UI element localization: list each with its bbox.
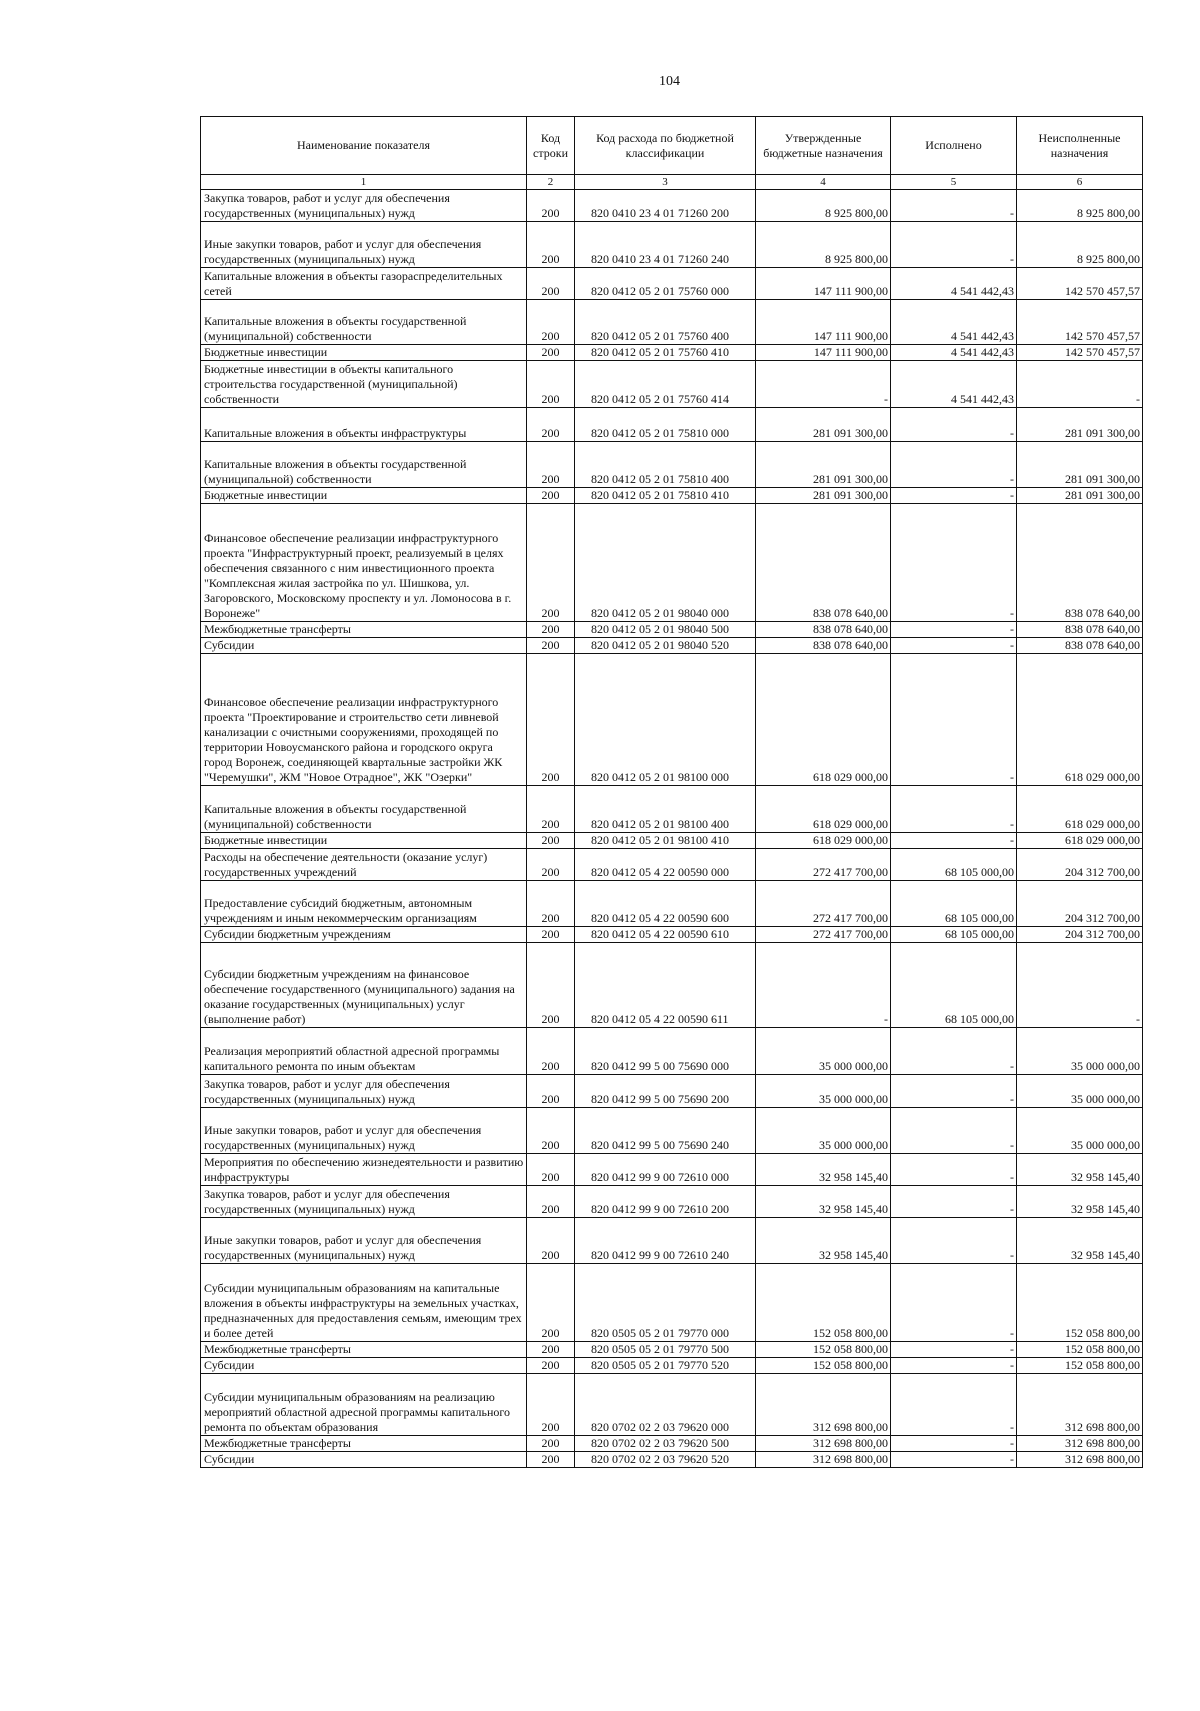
indicator-name-cell: Бюджетные инвестиции xyxy=(201,345,527,361)
table-row xyxy=(201,1342,1143,1358)
column-number: 1 xyxy=(201,175,527,190)
indicator-name-cell: Капитальные вложения в объекты государственной (муниципальной) собственности xyxy=(201,786,527,833)
unexecuted-amount-cell: 618 029 000,00 xyxy=(1017,833,1143,849)
table-row xyxy=(201,638,1143,654)
table-row xyxy=(201,943,1143,1028)
approved-amount-cell: - xyxy=(756,943,891,1028)
budget-code-cell: 820 0412 05 2 01 75760 410 xyxy=(575,345,756,361)
executed-amount-cell: - xyxy=(891,1358,1017,1374)
indicator-name-cell: Субсидии бюджетным учреждениям на финансовое обеспечение государственного (муниципального) задания на оказание государственных (муниципальных) услуг (выполнение работ) xyxy=(201,943,527,1028)
table-row xyxy=(201,1452,1143,1468)
table-row xyxy=(201,1028,1143,1075)
line-code-cell: 200 xyxy=(527,408,575,442)
approved-amount-cell: 35 000 000,00 xyxy=(756,1108,891,1154)
unexecuted-amount-cell: 35 000 000,00 xyxy=(1017,1108,1143,1154)
table-row xyxy=(201,504,1143,622)
header-line-code: Код строки xyxy=(527,117,575,175)
executed-amount-cell: - xyxy=(891,504,1017,622)
table-row xyxy=(201,442,1143,488)
line-code-cell: 200 xyxy=(527,833,575,849)
line-code-cell: 200 xyxy=(527,1342,575,1358)
approved-amount-cell: 618 029 000,00 xyxy=(756,833,891,849)
budget-code-cell: 820 0410 23 4 01 71260 240 xyxy=(575,222,756,268)
executed-amount-cell: - xyxy=(891,1264,1017,1342)
table-row xyxy=(201,1218,1143,1264)
line-code-cell: 200 xyxy=(527,268,575,300)
budget-code-cell: 820 0702 02 2 03 79620 000 xyxy=(575,1374,756,1436)
line-code-cell: 200 xyxy=(527,849,575,881)
table-row xyxy=(201,1358,1143,1374)
table-row xyxy=(201,408,1143,442)
line-code-cell: 200 xyxy=(527,1028,575,1075)
line-code-cell: 200 xyxy=(527,1374,575,1436)
table-row xyxy=(201,361,1143,408)
budget-code-cell: 820 0412 05 2 01 75760 000 xyxy=(575,268,756,300)
budget-code-cell: 820 0505 05 2 01 79770 500 xyxy=(575,1342,756,1358)
approved-amount-cell: 152 058 800,00 xyxy=(756,1342,891,1358)
line-code-cell: 200 xyxy=(527,638,575,654)
budget-code-cell: 820 0412 05 2 01 75810 000 xyxy=(575,408,756,442)
approved-amount-cell: 838 078 640,00 xyxy=(756,504,891,622)
unexecuted-amount-cell: 204 312 700,00 xyxy=(1017,927,1143,943)
executed-amount-cell: 4 541 442,43 xyxy=(891,268,1017,300)
header-approved: Утвержденные бюджетные назначения xyxy=(756,117,891,175)
column-number: 3 xyxy=(575,175,756,190)
executed-amount-cell: 68 105 000,00 xyxy=(891,881,1017,927)
line-code-cell: 200 xyxy=(527,1218,575,1264)
unexecuted-amount-cell: 838 078 640,00 xyxy=(1017,638,1143,654)
table-row xyxy=(201,786,1143,833)
table-row xyxy=(201,1186,1143,1218)
line-code-cell: 200 xyxy=(527,190,575,222)
header-unexecuted: Неисполненные назначения xyxy=(1017,117,1143,175)
approved-amount-cell: 8 925 800,00 xyxy=(756,190,891,222)
executed-amount-cell: - xyxy=(891,654,1017,786)
line-code-cell: 200 xyxy=(527,1108,575,1154)
table-row xyxy=(201,488,1143,504)
budget-code-cell: 820 0412 99 9 00 72610 200 xyxy=(575,1186,756,1218)
executed-amount-cell: - xyxy=(891,1186,1017,1218)
executed-amount-cell: - xyxy=(891,222,1017,268)
executed-amount-cell: - xyxy=(891,833,1017,849)
budget-code-cell: 820 0412 05 2 01 75810 410 xyxy=(575,488,756,504)
approved-amount-cell: 281 091 300,00 xyxy=(756,442,891,488)
table-row xyxy=(201,622,1143,638)
executed-amount-cell: - xyxy=(891,1075,1017,1108)
unexecuted-amount-cell: 838 078 640,00 xyxy=(1017,504,1143,622)
approved-amount-cell: 618 029 000,00 xyxy=(756,786,891,833)
budget-code-cell: 820 0412 05 2 01 98040 520 xyxy=(575,638,756,654)
table-row xyxy=(201,268,1143,300)
header-executed: Исполнено xyxy=(891,117,1017,175)
indicator-name-cell: Иные закупки товаров, работ и услуг для обеспечения государственных (муниципальных) нужд xyxy=(201,222,527,268)
budget-code-cell: 820 0702 02 2 03 79620 500 xyxy=(575,1436,756,1452)
table-row xyxy=(201,222,1143,268)
unexecuted-amount-cell: 32 958 145,40 xyxy=(1017,1154,1143,1186)
table-row xyxy=(201,849,1143,881)
table-row xyxy=(201,1108,1143,1154)
line-code-cell: 200 xyxy=(527,622,575,638)
budget-code-cell: 820 0412 05 4 22 00590 611 xyxy=(575,943,756,1028)
executed-amount-cell: - xyxy=(891,442,1017,488)
table-row xyxy=(201,190,1143,222)
executed-amount-cell: - xyxy=(891,1218,1017,1264)
column-number-row xyxy=(201,175,1143,190)
approved-amount-cell: 618 029 000,00 xyxy=(756,654,891,786)
executed-amount-cell: - xyxy=(891,622,1017,638)
executed-amount-cell: 68 105 000,00 xyxy=(891,927,1017,943)
budget-code-cell: 820 0412 99 9 00 72610 000 xyxy=(575,1154,756,1186)
indicator-name-cell: Финансовое обеспечение реализации инфраструктурного проекта "Инфраструктурный проект, реализуемый в целях обеспечения связанного с ним инвестиционного проекта "Комплексная жилая застройка по ул. Шишкова, ул. Загоровского, Московскому проспекту и ул. Ломоносова в г. Воронеже" xyxy=(201,504,527,622)
approved-amount-cell: 272 417 700,00 xyxy=(756,849,891,881)
budget-code-cell: 820 0412 05 2 01 98100 410 xyxy=(575,833,756,849)
table-row xyxy=(201,654,1143,786)
column-number: 5 xyxy=(891,175,1017,190)
budget-code-cell: 820 0412 99 5 00 75690 240 xyxy=(575,1108,756,1154)
indicator-name-cell: Бюджетные инвестиции xyxy=(201,833,527,849)
approved-amount-cell: 312 698 800,00 xyxy=(756,1374,891,1436)
budget-code-cell: 820 0412 05 2 01 98100 000 xyxy=(575,654,756,786)
approved-amount-cell: 147 111 900,00 xyxy=(756,300,891,345)
line-code-cell: 200 xyxy=(527,1075,575,1108)
budget-code-cell: 820 0505 05 2 01 79770 000 xyxy=(575,1264,756,1342)
approved-amount-cell: 32 958 145,40 xyxy=(756,1186,891,1218)
unexecuted-amount-cell: 312 698 800,00 xyxy=(1017,1436,1143,1452)
budget-code-cell: 820 0412 05 2 01 75760 414 xyxy=(575,361,756,408)
line-code-cell: 200 xyxy=(527,1264,575,1342)
unexecuted-amount-cell: 142 570 457,57 xyxy=(1017,345,1143,361)
executed-amount-cell: - xyxy=(891,1108,1017,1154)
budget-code-cell: 820 0410 23 4 01 71260 200 xyxy=(575,190,756,222)
header-budget-code: Код расхода по бюджетной классификации xyxy=(575,117,756,175)
unexecuted-amount-cell: 312 698 800,00 xyxy=(1017,1452,1143,1468)
indicator-name-cell: Иные закупки товаров, работ и услуг для обеспечения государственных (муниципальных) нужд xyxy=(201,1108,527,1154)
budget-code-cell: 820 0412 05 4 22 00590 610 xyxy=(575,927,756,943)
line-code-cell: 200 xyxy=(527,786,575,833)
table-row xyxy=(201,1374,1143,1436)
table-row xyxy=(201,300,1143,345)
approved-amount-cell: 35 000 000,00 xyxy=(756,1075,891,1108)
executed-amount-cell: 68 105 000,00 xyxy=(891,849,1017,881)
unexecuted-amount-cell: 838 078 640,00 xyxy=(1017,622,1143,638)
executed-amount-cell: - xyxy=(891,190,1017,222)
approved-amount-cell: 312 698 800,00 xyxy=(756,1452,891,1468)
unexecuted-amount-cell: 152 058 800,00 xyxy=(1017,1264,1143,1342)
unexecuted-amount-cell: 142 570 457,57 xyxy=(1017,268,1143,300)
page-number: 104 xyxy=(659,74,680,89)
unexecuted-amount-cell: 8 925 800,00 xyxy=(1017,222,1143,268)
executed-amount-cell: 68 105 000,00 xyxy=(891,943,1017,1028)
approved-amount-cell: 152 058 800,00 xyxy=(756,1358,891,1374)
indicator-name-cell: Закупка товаров, работ и услуг для обеспечения государственных (муниципальных) нужд xyxy=(201,190,527,222)
budget-code-cell: 820 0412 05 2 01 98040 500 xyxy=(575,622,756,638)
budget-code-cell: 820 0412 99 5 00 75690 200 xyxy=(575,1075,756,1108)
executed-amount-cell: - xyxy=(891,1342,1017,1358)
indicator-name-cell: Иные закупки товаров, работ и услуг для обеспечения государственных (муниципальных) нужд xyxy=(201,1218,527,1264)
table-row xyxy=(201,1075,1143,1108)
indicator-name-cell: Межбюджетные трансферты xyxy=(201,622,527,638)
approved-amount-cell: 838 078 640,00 xyxy=(756,638,891,654)
indicator-name-cell: Финансовое обеспечение реализации инфраструктурного проекта "Проектирование и строительство сети ливневой канализации с очистными сооружениями, проходящей по территории Новоусманского района и городского округа город Воронеж, соединяющей квартальные застройки ЖК "Черемушки", ЖМ "Новое Отрадное", ЖК "Озерки" xyxy=(201,654,527,786)
unexecuted-amount-cell: 618 029 000,00 xyxy=(1017,786,1143,833)
executed-amount-cell: - xyxy=(891,1452,1017,1468)
indicator-name-cell: Мероприятия по обеспечению жизнедеятельности и развитию инфраструктуры xyxy=(201,1154,527,1186)
line-code-cell: 200 xyxy=(527,361,575,408)
unexecuted-amount-cell: 35 000 000,00 xyxy=(1017,1075,1143,1108)
budget-execution-table xyxy=(200,116,1143,1468)
approved-amount-cell: 312 698 800,00 xyxy=(756,1436,891,1452)
unexecuted-amount-cell: 204 312 700,00 xyxy=(1017,849,1143,881)
table-row xyxy=(201,345,1143,361)
unexecuted-amount-cell: 281 091 300,00 xyxy=(1017,442,1143,488)
line-code-cell: 200 xyxy=(527,300,575,345)
unexecuted-amount-cell: 204 312 700,00 xyxy=(1017,881,1143,927)
approved-amount-cell: 281 091 300,00 xyxy=(756,408,891,442)
approved-amount-cell: 8 925 800,00 xyxy=(756,222,891,268)
budget-code-cell: 820 0412 05 2 01 98100 400 xyxy=(575,786,756,833)
line-code-cell: 200 xyxy=(527,943,575,1028)
approved-amount-cell: 35 000 000,00 xyxy=(756,1028,891,1075)
line-code-cell: 200 xyxy=(527,1186,575,1218)
line-code-cell: 200 xyxy=(527,881,575,927)
indicator-name-cell: Реализация мероприятий областной адресной программы капитального ремонта по иным объектам xyxy=(201,1028,527,1075)
indicator-name-cell: Предоставление субсидий бюджетным, автономным учреждениям и иным некоммерческим организациям xyxy=(201,881,527,927)
line-code-cell: 200 xyxy=(527,927,575,943)
unexecuted-amount-cell: 312 698 800,00 xyxy=(1017,1374,1143,1436)
indicator-name-cell: Межбюджетные трансферты xyxy=(201,1342,527,1358)
approved-amount-cell: 32 958 145,40 xyxy=(756,1154,891,1186)
approved-amount-cell: 838 078 640,00 xyxy=(756,622,891,638)
budget-code-cell: 820 0412 05 2 01 98040 000 xyxy=(575,504,756,622)
indicator-name-cell: Закупка товаров, работ и услуг для обеспечения государственных (муниципальных) нужд xyxy=(201,1186,527,1218)
header-name: Наименование показателя xyxy=(201,117,527,175)
budget-code-cell: 820 0412 05 4 22 00590 000 xyxy=(575,849,756,881)
line-code-cell: 200 xyxy=(527,1452,575,1468)
indicator-name-cell: Закупка товаров, работ и услуг для обеспечения государственных (муниципальных) нужд xyxy=(201,1075,527,1108)
unexecuted-amount-cell: 152 058 800,00 xyxy=(1017,1358,1143,1374)
unexecuted-amount-cell: - xyxy=(1017,943,1143,1028)
table-row xyxy=(201,1154,1143,1186)
column-number: 4 xyxy=(756,175,891,190)
executed-amount-cell: - xyxy=(891,1154,1017,1186)
executed-amount-cell: - xyxy=(891,1436,1017,1452)
unexecuted-amount-cell: 35 000 000,00 xyxy=(1017,1028,1143,1075)
approved-amount-cell: 272 417 700,00 xyxy=(756,927,891,943)
budget-code-cell: 820 0412 05 2 01 75760 400 xyxy=(575,300,756,345)
line-code-cell: 200 xyxy=(527,504,575,622)
executed-amount-cell: - xyxy=(891,786,1017,833)
budget-code-cell: 820 0412 05 4 22 00590 600 xyxy=(575,881,756,927)
executed-amount-cell: 4 541 442,43 xyxy=(891,345,1017,361)
table-row xyxy=(201,881,1143,927)
executed-amount-cell: - xyxy=(891,1374,1017,1436)
approved-amount-cell: - xyxy=(756,361,891,408)
indicator-name-cell: Межбюджетные трансферты xyxy=(201,1436,527,1452)
unexecuted-amount-cell: 8 925 800,00 xyxy=(1017,190,1143,222)
indicator-name-cell: Субсидии xyxy=(201,638,527,654)
unexecuted-amount-cell: 281 091 300,00 xyxy=(1017,408,1143,442)
approved-amount-cell: 152 058 800,00 xyxy=(756,1264,891,1342)
approved-amount-cell: 147 111 900,00 xyxy=(756,345,891,361)
approved-amount-cell: 281 091 300,00 xyxy=(756,488,891,504)
indicator-name-cell: Бюджетные инвестиции в объекты капитального строительства государственной (муниципальной) собственности xyxy=(201,361,527,408)
indicator-name-cell: Субсидии муниципальным образованиям на реализацию мероприятий областной адресной программы капитального ремонта по объектам образования xyxy=(201,1374,527,1436)
unexecuted-amount-cell: 152 058 800,00 xyxy=(1017,1342,1143,1358)
unexecuted-amount-cell: 32 958 145,40 xyxy=(1017,1186,1143,1218)
budget-code-cell: 820 0412 99 9 00 72610 240 xyxy=(575,1218,756,1264)
indicator-name-cell: Субсидии xyxy=(201,1358,527,1374)
approved-amount-cell: 147 111 900,00 xyxy=(756,268,891,300)
unexecuted-amount-cell: - xyxy=(1017,361,1143,408)
line-code-cell: 200 xyxy=(527,442,575,488)
unexecuted-amount-cell: 281 091 300,00 xyxy=(1017,488,1143,504)
budget-code-cell: 820 0412 05 2 01 75810 400 xyxy=(575,442,756,488)
budget-code-cell: 820 0412 99 5 00 75690 000 xyxy=(575,1028,756,1075)
column-number: 6 xyxy=(1017,175,1143,190)
executed-amount-cell: 4 541 442,43 xyxy=(891,300,1017,345)
unexecuted-amount-cell: 142 570 457,57 xyxy=(1017,300,1143,345)
table-row xyxy=(201,1436,1143,1452)
line-code-cell: 200 xyxy=(527,654,575,786)
table-row xyxy=(201,833,1143,849)
executed-amount-cell: - xyxy=(891,1028,1017,1075)
line-code-cell: 200 xyxy=(527,488,575,504)
indicator-name-cell: Капитальные вложения в объекты государственной (муниципальной) собственности xyxy=(201,442,527,488)
indicator-name-cell: Капитальные вложения в объекты газораспределительных сетей xyxy=(201,268,527,300)
approved-amount-cell: 32 958 145,40 xyxy=(756,1218,891,1264)
indicator-name-cell: Субсидии муниципальным образованиям на капитальные вложения в объекты инфраструктуры на земельных участках, предназначенных для предоставления семьям, имеющим трех и более детей xyxy=(201,1264,527,1342)
indicator-name-cell: Капитальные вложения в объекты инфраструктуры xyxy=(201,408,527,442)
column-number: 2 xyxy=(527,175,575,190)
line-code-cell: 200 xyxy=(527,1436,575,1452)
table-row xyxy=(201,927,1143,943)
executed-amount-cell: - xyxy=(891,638,1017,654)
table-header-row xyxy=(201,117,1143,175)
approved-amount-cell: 272 417 700,00 xyxy=(756,881,891,927)
line-code-cell: 200 xyxy=(527,1154,575,1186)
budget-code-cell: 820 0702 02 2 03 79620 520 xyxy=(575,1452,756,1468)
executed-amount-cell: - xyxy=(891,408,1017,442)
budget-code-cell: 820 0505 05 2 01 79770 520 xyxy=(575,1358,756,1374)
indicator-name-cell: Капитальные вложения в объекты государственной (муниципальной) собственности xyxy=(201,300,527,345)
indicator-name-cell: Бюджетные инвестиции xyxy=(201,488,527,504)
executed-amount-cell: - xyxy=(891,488,1017,504)
table-body xyxy=(201,190,1143,1468)
table-row xyxy=(201,1264,1143,1342)
executed-amount-cell: 4 541 442,43 xyxy=(891,361,1017,408)
line-code-cell: 200 xyxy=(527,222,575,268)
line-code-cell: 200 xyxy=(527,1358,575,1374)
unexecuted-amount-cell: 32 958 145,40 xyxy=(1017,1218,1143,1264)
unexecuted-amount-cell: 618 029 000,00 xyxy=(1017,654,1143,786)
indicator-name-cell: Субсидии бюджетным учреждениям xyxy=(201,927,527,943)
indicator-name-cell: Расходы на обеспечение деятельности (оказание услуг) государственных учреждений xyxy=(201,849,527,881)
indicator-name-cell: Субсидии xyxy=(201,1452,527,1468)
line-code-cell: 200 xyxy=(527,345,575,361)
